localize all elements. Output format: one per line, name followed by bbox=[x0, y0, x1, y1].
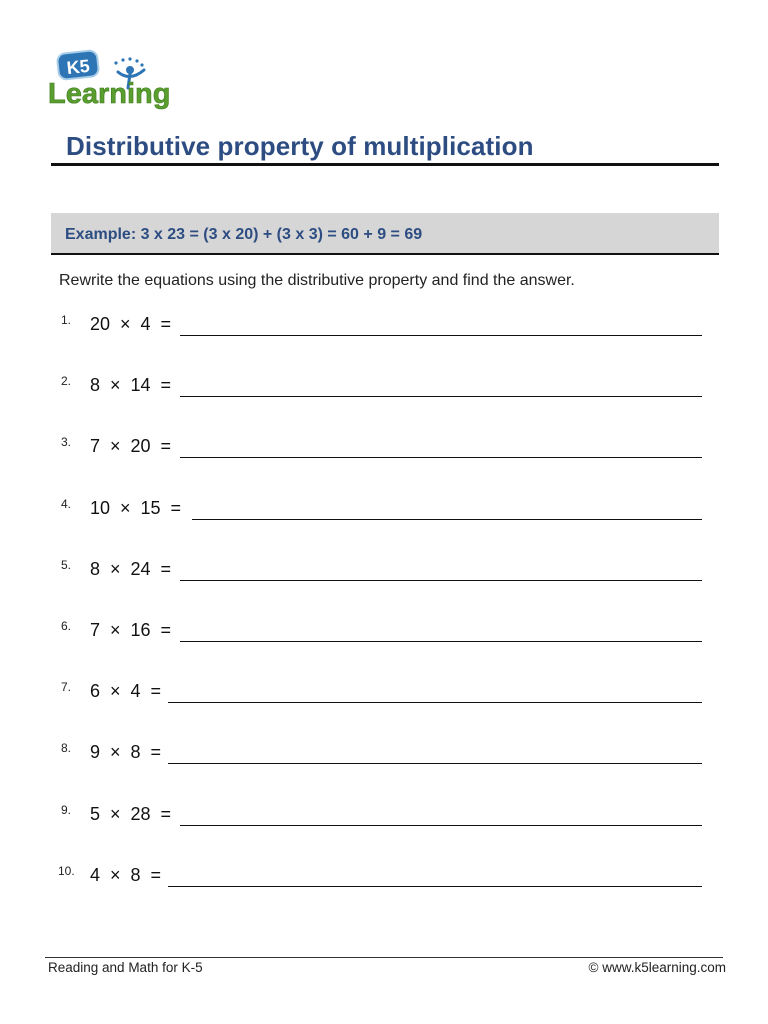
question-number: 5. bbox=[61, 558, 72, 572]
question-item bbox=[0, 497, 768, 527]
question-number: 8. bbox=[61, 741, 72, 755]
example-text: Example: 3 x 23 = (3 x 20) + (3 x 3) = 60 + 9 = 69 bbox=[65, 226, 423, 243]
question-item bbox=[0, 741, 768, 771]
question-item bbox=[0, 558, 768, 588]
question-number: 2. bbox=[61, 374, 72, 388]
answer-line[interactable] bbox=[180, 825, 702, 826]
question-item bbox=[0, 435, 768, 465]
answer-line[interactable] bbox=[180, 580, 702, 581]
question-expression: 7 × 20 = bbox=[90, 436, 172, 456]
logo-wordmark: Learning bbox=[48, 78, 171, 110]
question-item bbox=[0, 864, 768, 894]
title-divider bbox=[51, 163, 719, 166]
question-expression: 9 × 8 = bbox=[90, 742, 162, 762]
answer-line[interactable] bbox=[180, 457, 702, 458]
question-number: 10. bbox=[58, 864, 75, 878]
question-number: 6. bbox=[61, 619, 72, 633]
question-expression: 4 × 8 = bbox=[90, 865, 162, 885]
question-item bbox=[0, 619, 768, 649]
page-title: Distributive property of multiplication bbox=[66, 131, 534, 161]
question-item bbox=[0, 803, 768, 833]
question-expression: 8 × 24 = bbox=[90, 559, 172, 579]
footer-tagline: Reading and Math for K-5 bbox=[48, 960, 203, 975]
question-item bbox=[0, 680, 768, 710]
svg-text:K5: K5 bbox=[65, 55, 91, 79]
answer-line[interactable] bbox=[192, 519, 702, 520]
answer-line[interactable] bbox=[180, 641, 702, 642]
instructions-text: Rewrite the equations using the distributive property and find the answer. bbox=[59, 272, 575, 289]
k5-learning-logo bbox=[48, 48, 188, 114]
answer-line[interactable] bbox=[168, 702, 702, 703]
answer-line[interactable] bbox=[168, 886, 702, 887]
question-number: 9. bbox=[61, 803, 72, 817]
question-number: 3. bbox=[61, 435, 72, 449]
question-number: 7. bbox=[61, 680, 72, 694]
question-expression: 20 × 4 = bbox=[90, 314, 172, 334]
example-box bbox=[51, 213, 719, 255]
answer-line[interactable] bbox=[180, 396, 702, 397]
answer-line[interactable] bbox=[168, 763, 702, 764]
footer-copyright[interactable]: © www.k5learning.com bbox=[588, 960, 726, 975]
question-expression: 7 × 16 = bbox=[90, 620, 172, 640]
question-item bbox=[0, 313, 768, 343]
question-expression: 8 × 14 = bbox=[90, 375, 172, 395]
question-item bbox=[0, 374, 768, 404]
question-number: 4. bbox=[61, 497, 72, 511]
question-expression: 10 × 15 = bbox=[90, 498, 182, 518]
footer-divider bbox=[45, 957, 723, 958]
answer-line[interactable] bbox=[180, 335, 702, 336]
question-number: 1. bbox=[61, 313, 72, 327]
question-expression: 6 × 4 = bbox=[90, 681, 162, 701]
question-expression: 5 × 28 = bbox=[90, 804, 172, 824]
k5-badge-icon bbox=[57, 50, 99, 80]
